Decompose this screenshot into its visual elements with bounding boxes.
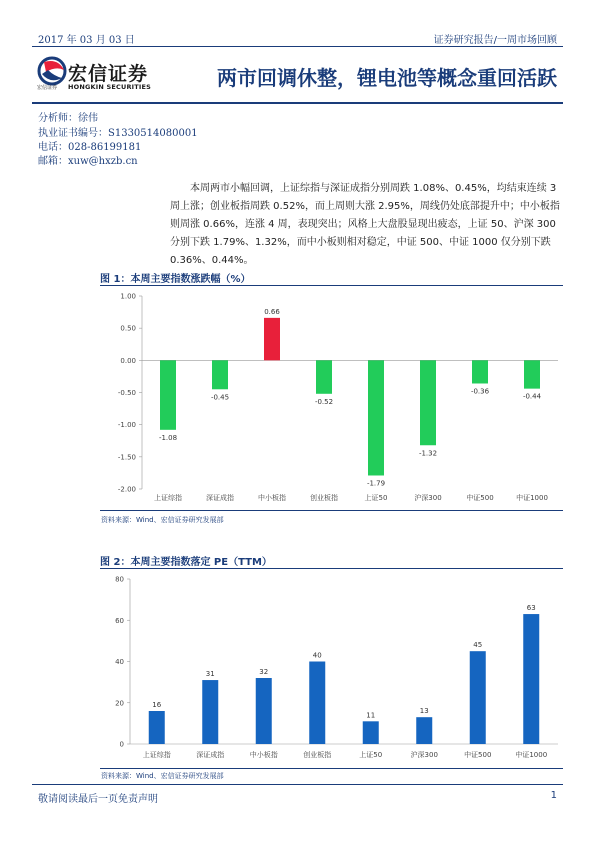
data-label: -0.44 bbox=[522, 392, 542, 401]
category-label: 深证成指 bbox=[206, 494, 234, 502]
y-tick-label: 0 bbox=[119, 740, 124, 749]
data-label: -0.36 bbox=[470, 387, 490, 396]
change-chart bbox=[100, 286, 563, 506]
data-label: 45 bbox=[473, 641, 483, 650]
title-divider bbox=[32, 102, 563, 104]
data-label: 40 bbox=[312, 651, 322, 660]
report-date: 2017 年 03 月 03 日 bbox=[38, 35, 135, 46]
pe-chart bbox=[100, 569, 563, 765]
y-tick-label: 0.00 bbox=[120, 356, 136, 365]
figure-1-bottom-divider bbox=[100, 510, 563, 511]
figure-1-source: 资料来源：Wind、宏信证券研究发展部 bbox=[101, 516, 224, 524]
disclaimer-link[interactable]: 敬请阅读最后一页免责声明 bbox=[38, 794, 158, 805]
bar bbox=[309, 662, 325, 745]
figure-2-source: 资料来源：Wind、宏信证券研究发展部 bbox=[101, 772, 224, 780]
data-label: 63 bbox=[526, 604, 536, 613]
category-label: 深证成指 bbox=[196, 751, 225, 759]
category-label: 中证500 bbox=[466, 494, 494, 502]
y-tick-label: -1.50 bbox=[117, 453, 136, 462]
category-label: 中证1000 bbox=[516, 494, 548, 502]
analyst-email: 邮箱：xuw@hxzb.cn bbox=[38, 156, 138, 167]
category-label: 创业板指 bbox=[303, 751, 332, 759]
page-number: 1 bbox=[550, 790, 557, 801]
bar bbox=[470, 651, 486, 744]
footer-divider bbox=[32, 784, 563, 785]
bar bbox=[523, 614, 539, 744]
y-tick-label: -2.00 bbox=[117, 485, 136, 494]
bar bbox=[363, 721, 379, 744]
data-label: 32 bbox=[259, 668, 269, 676]
category-label: 上证综指 bbox=[154, 494, 182, 502]
bar bbox=[149, 711, 165, 744]
category-label: 沪深300 bbox=[414, 494, 442, 502]
data-label: -0.45 bbox=[210, 393, 230, 402]
report-type: 证券研究报告/一周市场回顾 bbox=[433, 35, 557, 46]
summary-paragraph: 本周两市小幅回调，上证综指与深证成指分别周跌 1.08%、0.45%，均结束连续 3 周上涨；创业板指周跌 0.52%，而上周则大涨 2.95%，周线仍处底部提升中；中小板指则周涨 0.66%，连涨 4 周，表现突出；风格上大盘股显现出疲态，上证 50、沪深 300 分别下跌 1.79%、1.32%，而中小板则相对稳定，中证 500、中证 1000 仅分别下跌 0.36%、0.44%。 bbox=[170, 183, 560, 266]
logo-name-en: HONGKIN SECURITIES bbox=[68, 83, 152, 91]
data-label: 31 bbox=[205, 670, 215, 679]
figure-2-bottom-divider bbox=[100, 768, 563, 769]
figure-2-title: 图 2：本周主要指数落定 PE（TTM） bbox=[100, 557, 272, 568]
data-label: -0.52 bbox=[314, 397, 334, 406]
bar bbox=[264, 318, 280, 360]
analyst-phone: 电话：028-86199181 bbox=[38, 142, 142, 153]
y-tick-label: 20 bbox=[115, 699, 124, 708]
y-tick-label: 0.50 bbox=[120, 324, 136, 333]
bar bbox=[420, 360, 436, 445]
category-label: 上证50 bbox=[359, 751, 383, 759]
category-label: 中证1000 bbox=[515, 751, 548, 759]
header-divider bbox=[32, 46, 563, 47]
bar bbox=[202, 680, 218, 744]
category-label: 上证综指 bbox=[142, 751, 171, 759]
category-label: 中小板指 bbox=[249, 751, 278, 759]
logo-small-text: 宏信证券 bbox=[37, 85, 58, 91]
y-tick-label: -1.00 bbox=[117, 421, 136, 430]
bar bbox=[524, 360, 540, 388]
y-tick-label: 1.00 bbox=[120, 292, 136, 301]
y-tick-label: 40 bbox=[115, 658, 124, 666]
bar bbox=[212, 360, 228, 389]
bar bbox=[368, 360, 384, 475]
data-label: -1.79 bbox=[366, 479, 386, 488]
bar bbox=[416, 717, 432, 744]
y-tick-label: 80 bbox=[115, 575, 124, 584]
data-label: 0.66 bbox=[264, 307, 280, 316]
y-tick-label: -0.50 bbox=[117, 389, 136, 397]
report-title: 两市回调休整，锂电池等概念重回活跃 bbox=[217, 66, 557, 90]
analyst-name: 分析师：徐伟 bbox=[38, 113, 98, 124]
category-label: 沪深300 bbox=[410, 751, 438, 759]
data-label: -1.08 bbox=[158, 433, 178, 442]
data-label: -1.32 bbox=[418, 449, 438, 458]
bar bbox=[256, 678, 272, 744]
analyst-license: 执业证书编号：S1330514080001 bbox=[38, 128, 198, 139]
data-label: 16 bbox=[152, 701, 162, 709]
bar bbox=[160, 360, 176, 429]
data-label: 13 bbox=[419, 707, 429, 716]
category-label: 创业板指 bbox=[310, 494, 338, 502]
figure-1-title: 图 1：本周主要指数涨跌幅（%） bbox=[100, 274, 251, 285]
category-label: 上证50 bbox=[364, 494, 388, 502]
category-label: 中证500 bbox=[464, 751, 492, 759]
y-tick-label: 60 bbox=[115, 616, 124, 625]
bar bbox=[316, 360, 332, 393]
data-label: 11 bbox=[366, 711, 376, 720]
category-label: 中小板指 bbox=[258, 494, 286, 502]
logo-name-cn: 宏信证券 bbox=[68, 63, 149, 85]
bar bbox=[472, 360, 488, 383]
